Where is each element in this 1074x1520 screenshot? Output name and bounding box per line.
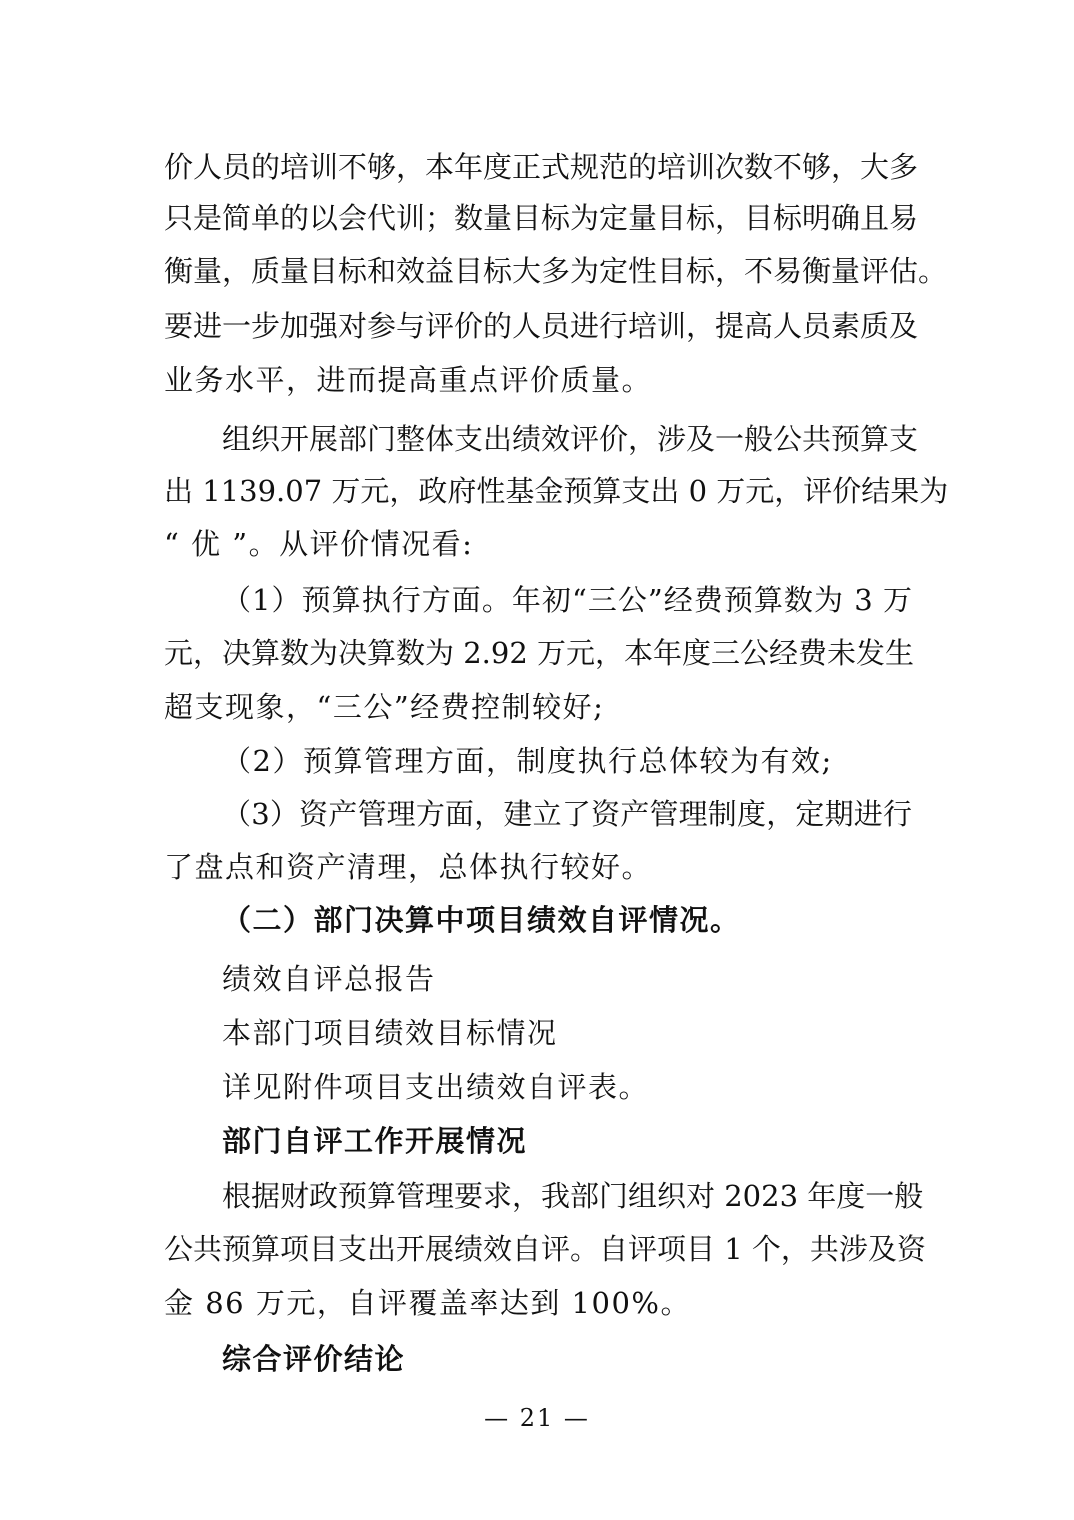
text-line: （2）预算管理方面，制度执行总体较为有效; [222,744,833,778]
text-line: 衡量，质量目标和效益目标大多为定性目标，不易衡量评估。 [164,254,948,288]
text-line: 公共预算项目支出开展绩效自评。自评项目 1 个，共涉及资 [164,1232,926,1266]
text-line: （1）预算执行方面。年初“三公”经费预算数为 3 万 [222,583,912,617]
text-line: 要进一步加强对参与评价的人员进行培训，提高人员素质及 [164,309,919,343]
text-line: 绩效自评总报告 [222,962,436,996]
text-line: “ 优 ”。从评价情况看: [164,527,474,561]
text-line: 出 1139.07 万元，政府性基金预算支出 0 万元，评价结果为 [164,474,949,508]
text-line: （3）资产管理方面，建立了资产管理制度，定期进行 [222,797,912,831]
text-line: 超支现象，“三公”经费控制较好; [164,690,605,724]
text-line: 元，决算数为决算数为 2.92 万元，本年度三公经费未发生 [164,636,915,670]
section-heading: （二）部门决算中项目绩效自评情况。 [222,903,741,937]
section-heading: 综合评价结论 [222,1342,406,1376]
page-number: — 21 — [484,1404,590,1432]
text-line: 业务水平，进而提高重点评价质量。 [164,363,653,397]
text-line: 价人员的培训不够，本年度正式规范的培训次数不够，大多 [164,150,919,184]
text-line: 只是简单的以会代训；数量目标为定量目标，目标明确且易 [164,201,919,235]
text-line: 金 86 万元，自评覆盖率达到 100%。 [164,1286,691,1320]
section-heading: 部门自评工作开展情况 [222,1124,528,1158]
text-line: 详见附件项目支出绩效自评表。 [222,1070,650,1104]
text-line: 根据财政预算管理要求，我部门组织对 2023 年度一般 [222,1179,924,1213]
text-line: 组织开展部门整体支出绩效评价，涉及一般公共预算支 [222,422,919,456]
text-line: 本部门项目绩效目标情况 [222,1016,558,1050]
text-line: 了盘点和资产清理，总体执行较好。 [164,850,653,884]
